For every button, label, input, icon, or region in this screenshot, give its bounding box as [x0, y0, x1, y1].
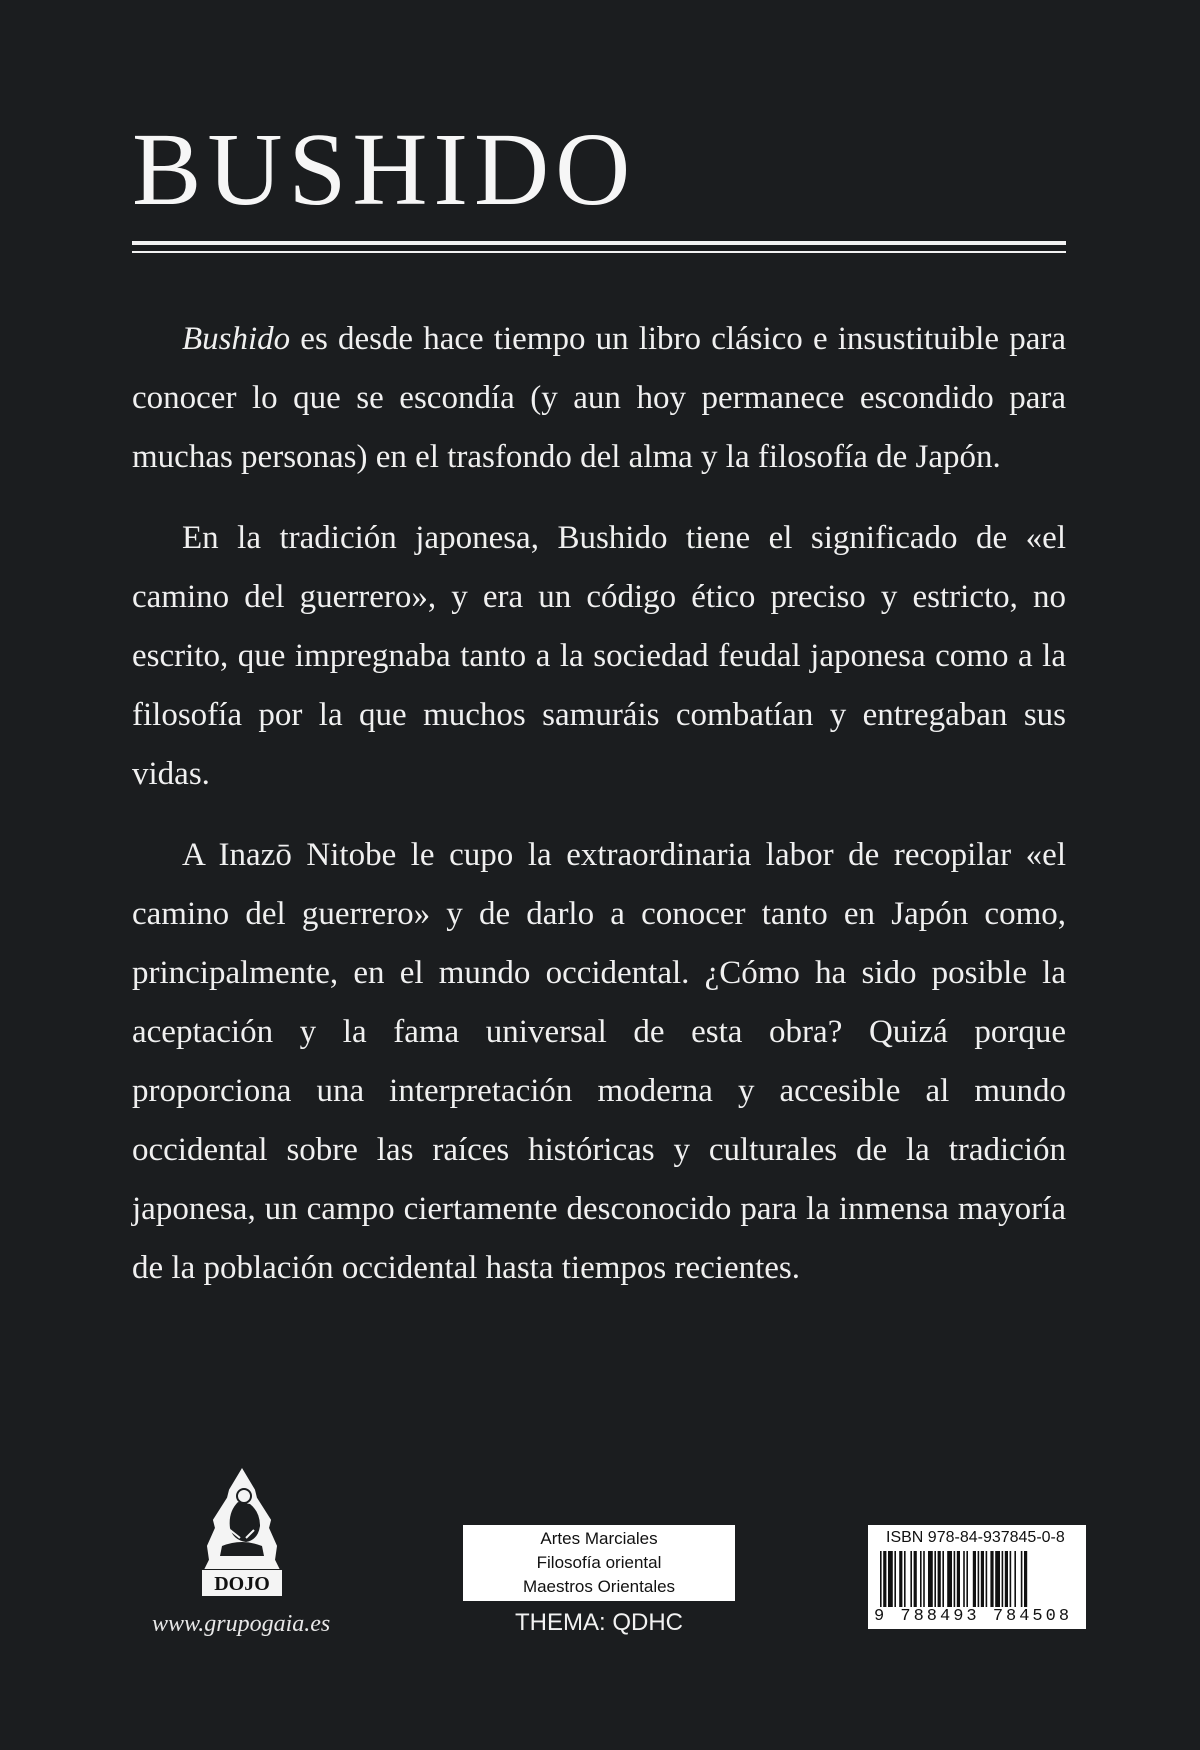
blurb-paragraph-1	[132, 310, 1066, 487]
category-line: Maestros Orientales	[522, 1577, 676, 1596]
publisher-url[interactable]: www.grupogaia.es	[152, 1611, 331, 1637]
ean-digits: 9 788493 784508	[874, 1607, 1073, 1626]
blurb-emphasis: Bushido	[182, 321, 291, 357]
category-line: Filosofía oriental	[536, 1553, 662, 1572]
blurb-text	[132, 310, 1066, 1320]
blurb-paragraph-3	[132, 826, 1066, 1298]
thema-code: THEMA: QDHC	[515, 1609, 683, 1636]
barcode-box	[868, 1525, 1086, 1629]
blurb-paragraph-1-text: es desde hace tiempo un libro clásico e insustituible para conocer lo que se escondía (y aun hoy permanece escondido para muchas personas) en el trasfondo del alma y la filosofía de Japón.	[132, 321, 1066, 475]
category-box	[463, 1525, 735, 1601]
barcode-icon	[880, 1551, 1074, 1607]
blurb-paragraph-2-text: En la tradición japonesa, Bushido tiene el significado de «el camino del guerrero», y era un código ético preciso y estricto, no escrito, que impregnaba tanto a la sociedad feudal japonesa como a la filosofía por la que muchos samuráis combatían y entregaban sus vidas.	[132, 520, 1066, 792]
blurb-paragraph-2	[132, 509, 1066, 804]
isbn-number: ISBN 978-84-937845-0-8	[886, 1529, 1065, 1546]
dojo-logo	[200, 1468, 284, 1598]
dojo-figure-icon	[200, 1468, 284, 1598]
title-rule-thin	[132, 251, 1066, 253]
category-line: Artes Marciales	[540, 1529, 658, 1548]
title-rule-thick	[132, 241, 1066, 245]
dojo-label: DOJO	[214, 1573, 270, 1595]
book-title: BUSHIDO	[132, 112, 637, 227]
blurb-paragraph-3-text: A Inazō Nitobe le cupo la extraordinaria labor de recopilar «el camino del guerrero» y de darlo a conocer tanto en Japón como, principalmente, en el mundo occidental. ¿Cómo ha sido posible la aceptación y la fama universal de esta obra? Quizá porque proporciona una interpretación moderna y accesible al mundo occidental sobre las raíces históricas y culturales de la tradición japonesa, un campo ciertamente desconocido para la inmensa mayoría de la población occidental hasta tiempos recientes.	[132, 837, 1066, 1286]
